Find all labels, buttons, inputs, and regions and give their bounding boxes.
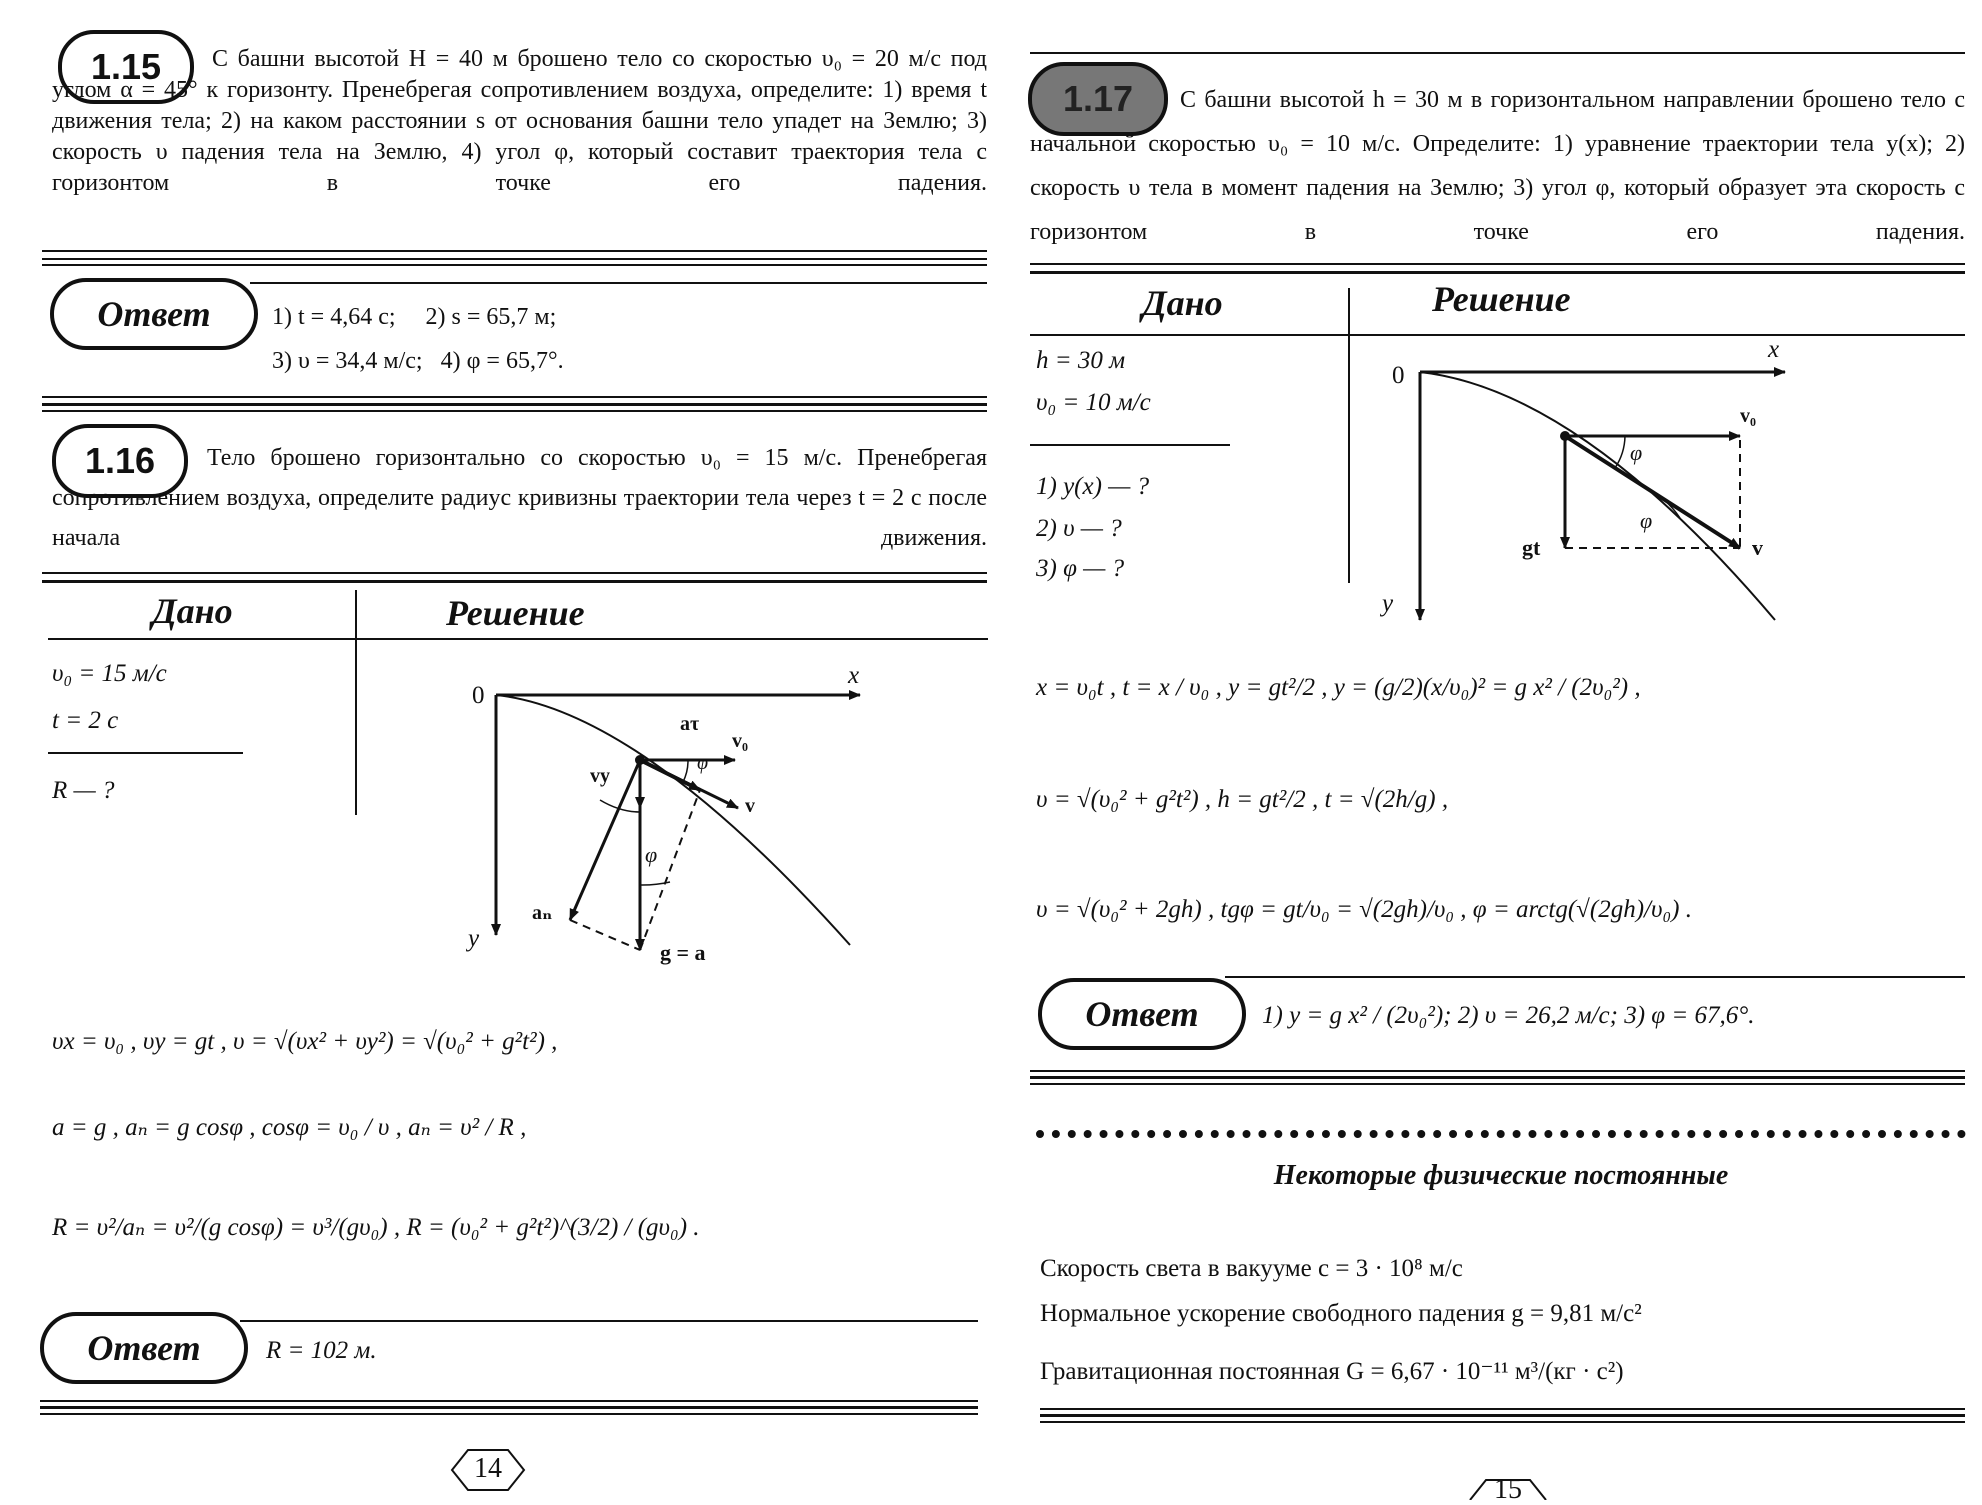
given-1-17-v0: υ₀ = 10 м/с [1036, 389, 1151, 416]
given-header: Дано [152, 591, 233, 631]
diagram-label-phi-2: φ [645, 842, 658, 867]
answer-1-16: R = 102 м. [266, 1337, 377, 1364]
problem-number-1-16: 1.16 [52, 424, 188, 498]
given-1-17-h: h = 30 м [1036, 347, 1126, 374]
given-1-16-t: t = 2 с [52, 707, 119, 734]
formula-1-17-line1: x = υ₀t , t = x / υ₀ , y = gt²/2 , y = (g/2)(x/υ₀)² = g x² / (2υ₀²) , [1036, 674, 1641, 701]
answer-1-17: 1) y = g x² / (2υ₀²); 2) υ = 26,2 м/с; 3) φ = 67,6°. [1262, 1002, 1755, 1029]
diagram-label-origin: 0 [1392, 362, 1405, 389]
given-1-16-v0: υ₀ = 15 м/с [52, 660, 167, 687]
page-number-left: 14 [474, 1453, 502, 1484]
constants-title: Некоторые физические постоянные [1273, 1160, 1729, 1191]
constant-gravitational: Гравитационная постоянная G = 6,67 · 10⁻¹¹ м³/(кг · с²) [1040, 1358, 1624, 1385]
problem-number-1-15: 1.15 [58, 30, 194, 104]
constant-gravity-acceleration: Нормальное ускорение свободного падения g = 9,81 м/с² [1040, 1300, 1642, 1327]
formula-1-16-line3: R = υ²/aₙ = υ²/(g cosφ) = υ³/(gυ₀) , R = (υ₀² + g²t²)^(3/2) / (gυ₀) . [52, 1214, 700, 1241]
problem-number-1-17: 1.17 [1028, 62, 1168, 136]
diagram-label-origin: 0 [472, 682, 485, 709]
diagram-label-v: v [745, 795, 755, 817]
diagram-label-gt: gt [1522, 535, 1541, 560]
find-1-16: R — ? [52, 777, 115, 804]
diagram-label-phi-1: φ [1630, 440, 1643, 465]
diagram-label-y: y [1382, 590, 1394, 617]
diagram-label-a-tau: aτ [680, 713, 700, 735]
diagram-label-phi-1: φ [697, 752, 709, 774]
formula-1-17-line3: υ = √(υ₀² + 2gh) , tgφ = gt/υ₀ = √(2gh)/υ₀ , φ = arctg(√(2gh)/υ₀) . [1036, 896, 1692, 923]
problem-1-15-statement: С башни высотой H = 40 м брошено тело со скоростью υ₀ = 20 м/с под углом α = 45° к горизонту. Пренебрегая сопротивлением воздуха, определите: 1) время t движения тела; 2) на каком расстоянии s от основания башни тело упадет на Землю; 3) скорость υ падения тела на Землю, 4) угол φ, который составит траектория тела с горизонтом в точке его падения. [52, 46, 987, 196]
find-1-17-1: 1) y(x) — ? [1036, 473, 1150, 500]
answer-1-15-line1: 1) t = 4,64 с; 2) s = 65,7 м; [272, 304, 557, 330]
formula-1-16-line1: υx = υ₀ , υy = gt , υ = √(υx² + υy²) = √(υ₀² + g²t²) , [52, 1028, 558, 1055]
answer-badge-1-16: Ответ [40, 1312, 248, 1384]
problem-1-16-statement: Тело брошено горизонтально со скоростью υ₀ = 15 м/с. Пренебрегая сопротивлением воздуха, определите радиус кривизны траектории тела через t = 2 с после начала движения. [52, 445, 987, 551]
diagram-label-v0: v₀ [732, 730, 748, 752]
problem-1-17-statement: С башни высотой h = 30 м в горизонтальном направлении брошено тело с начальной скоростью υ₀ = 10 м/с. Определите: 1) уравнение траектории тела y(x); 2) скорость υ тела в момент падения на Землю; 3) угол φ, который образует эта скорость с горизонтом в точке его падения. [1030, 87, 1965, 245]
diagram-label-v0: v₀ [1740, 405, 1756, 427]
diagram-label-v: v [1752, 535, 1763, 560]
constant-speed-of-light: Скорость света в вакууме c = 3 · 10⁸ м/с [1040, 1255, 1463, 1282]
solution-header: Решение [1432, 279, 1571, 319]
diagram-label-g: g = a [660, 940, 706, 965]
diagram-label-phi-2: φ [1640, 508, 1653, 533]
answer-badge-1-15: Ответ [50, 278, 258, 350]
given-header: Дано [1142, 283, 1223, 323]
page-number-right: 15 [1494, 1474, 1522, 1505]
diagram-label-y: y [468, 925, 480, 952]
solution-header: Решение [446, 593, 585, 633]
answer-badge-1-17: Ответ [1038, 978, 1246, 1050]
diagram-label-x: x [848, 662, 860, 689]
find-1-17-3: 3) φ — ? [1036, 555, 1125, 582]
answer-1-15-line2: 3) υ = 34,4 м/с; 4) φ = 65,7°. [272, 348, 564, 374]
diagram-label-x: x [1768, 336, 1780, 363]
diagram-label-an: aₙ [532, 902, 553, 924]
find-1-17-2: 2) υ — ? [1036, 515, 1122, 542]
diagram-label-vy: vy [590, 765, 610, 787]
formula-1-17-line2: υ = √(υ₀² + g²t²) , h = gt²/2 , t = √(2h/g) , [1036, 786, 1449, 813]
formula-1-16-line2: a = g , aₙ = g cosφ , cosφ = υ₀ / υ , aₙ = υ² / R , [52, 1114, 527, 1141]
